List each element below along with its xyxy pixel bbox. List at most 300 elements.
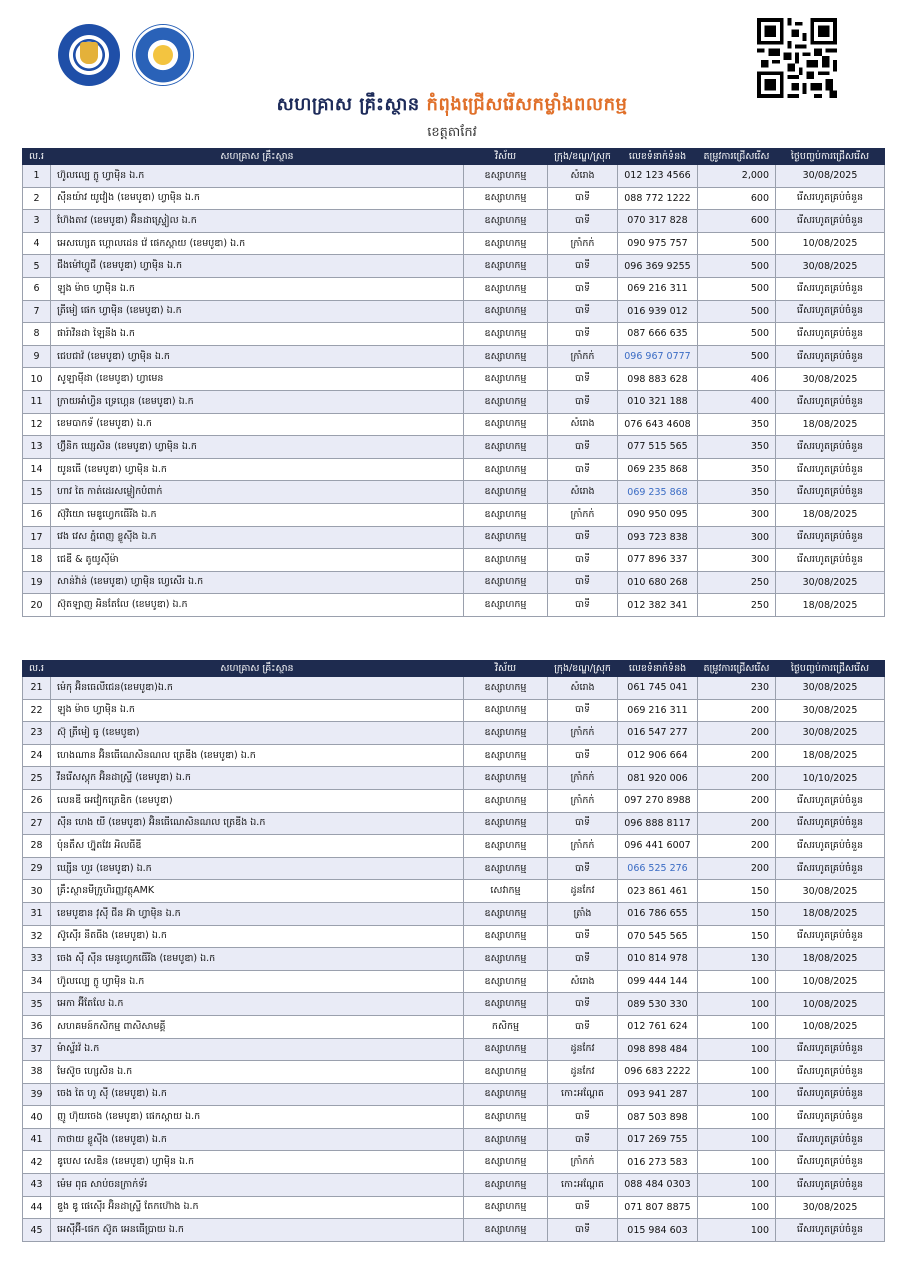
cell-sector: ឧស្សាហកម្ម — [464, 857, 548, 880]
cell-city: បាទី — [548, 857, 618, 880]
cell-sector: ឧស្សាហកម្ម — [464, 812, 548, 835]
cell-phone: 090 950 095 — [618, 503, 698, 526]
cell-phone: 096 683 2222 — [618, 1061, 698, 1084]
cell-sector: ឧស្សាហកម្ម — [464, 390, 548, 413]
cell-city: សំរោង — [548, 677, 618, 700]
cell-quantity: 500 — [698, 300, 776, 323]
cell-quantity: 100 — [698, 1061, 776, 1084]
cell-quantity: 100 — [698, 1151, 776, 1174]
cell-company: ប៉ុនតឹស ហ្វ៊ុតវែរ អិលធីឌី — [51, 835, 464, 858]
cell-quantity: 100 — [698, 1219, 776, 1242]
cell-sector: ឧស្សាហកម្ម — [464, 1174, 548, 1197]
cell-quantity: 300 — [698, 549, 776, 572]
cell-city: ត្រាំង — [548, 902, 618, 925]
cell-deadline: រើសរហូតគ្រប់ចំនួន — [776, 458, 885, 481]
cell-phone: 023 861 461 — [618, 880, 698, 903]
col-header-sector: វិស័យ — [464, 661, 548, 677]
cell-city: កោះអណ្តែត — [548, 1083, 618, 1106]
cell-city: ក្រាំកក់ — [548, 345, 618, 368]
cell-phone: 093 941 287 — [618, 1083, 698, 1106]
qr-code-icon — [756, 18, 838, 98]
cell-no: 23 — [23, 722, 51, 745]
cell-sector: ឧស្សាហកម្ម — [464, 436, 548, 459]
cell-sector: ឧស្សាហកម្ម — [464, 1219, 548, 1242]
table-row — [23, 210, 885, 233]
cell-deadline: 18/08/2025 — [776, 744, 885, 767]
cell-sector: ឧស្សាហកម្ម — [464, 345, 548, 368]
cell-no: 40 — [23, 1106, 51, 1129]
cell-company: វេង វេស ភ្នំពេញ ខ្លូស៊ីង ឯ.ក — [51, 526, 464, 549]
cell-phone: 089 530 330 — [618, 993, 698, 1016]
cell-no: 15 — [23, 481, 51, 504]
cell-sector: ឧស្សាហកម្ម — [464, 277, 548, 300]
cell-phone: 012 123 4566 — [618, 165, 698, 188]
province-subtitle: ខេត្តតាកែវ — [427, 125, 477, 140]
table-row — [23, 1106, 885, 1129]
cell-city: បាទី — [548, 277, 618, 300]
cell-company: កាថាយ ខ្លូស៊ីង (ខេមបូឌា) ឯ.ក — [51, 1128, 464, 1151]
cell-company: ឌូបេស សេឌិន (ខេមបូឌា) ហ្វាម៉ិន ឯ.ក — [51, 1151, 464, 1174]
cell-quantity: 600 — [698, 187, 776, 210]
table-row — [23, 1196, 885, 1219]
cell-quantity: 250 — [698, 571, 776, 594]
cell-quantity: 350 — [698, 413, 776, 436]
cell-quantity: 150 — [698, 880, 776, 903]
cell-company: សាន់វ៉ាន់ (ខេមបូឌា) ហ្វាម៉ិន ហ្វេសើរ ឯ.ក — [51, 571, 464, 594]
cell-phone: 099 444 144 — [618, 970, 698, 993]
cell-quantity: 200 — [698, 789, 776, 812]
cell-deadline: 30/08/2025 — [776, 255, 885, 278]
cell-city: បាទី — [548, 187, 618, 210]
cell-sector: ឧស្សាហកម្ម — [464, 1038, 548, 1061]
table-row — [23, 549, 885, 572]
cell-city: សំរោង — [548, 970, 618, 993]
cell-no: 45 — [23, 1219, 51, 1242]
cell-sector: ឧស្សាហកម្ម — [464, 232, 548, 255]
cell-deadline: រើសរហូតគ្រប់ចំនួន — [776, 1219, 885, 1242]
cell-no: 22 — [23, 699, 51, 722]
cell-no: 9 — [23, 345, 51, 368]
cell-phone: 069 216 311 — [618, 277, 698, 300]
cell-quantity: 100 — [698, 1174, 776, 1197]
cell-city: ដូនកែវ — [548, 1061, 618, 1084]
cell-city: បាទី — [548, 948, 618, 971]
cell-no: 17 — [23, 526, 51, 549]
cell-phone[interactable]: 096 967 0777 — [618, 345, 698, 368]
col-header-deadline: ថ្ងៃបញ្ចប់ការជ្រើសរើស — [776, 149, 885, 165]
cell-phone: 010 680 268 — [618, 571, 698, 594]
cell-deadline: 30/08/2025 — [776, 571, 885, 594]
cell-phone: 076 643 4608 — [618, 413, 698, 436]
cell-quantity: 500 — [698, 345, 776, 368]
cell-no: 4 — [23, 232, 51, 255]
cell-deadline: រើសរហូតគ្រប់ចំនួន — [776, 1128, 885, 1151]
table-row — [23, 1015, 885, 1038]
cell-sector: ឧស្សាហកម្ម — [464, 300, 548, 323]
cell-no: 14 — [23, 458, 51, 481]
cell-no: 27 — [23, 812, 51, 835]
cell-deadline: រើសរហូតគ្រប់ចំនួន — [776, 323, 885, 346]
cell-deadline: រើសរហូតគ្រប់ចំនួន — [776, 390, 885, 413]
cell-deadline: 10/10/2025 — [776, 767, 885, 790]
table-body-2 — [23, 677, 885, 1242]
cell-quantity: 150 — [698, 902, 776, 925]
cell-deadline: រើសរហូតគ្រប់ចំនួន — [776, 1151, 885, 1174]
cell-no: 1 — [23, 165, 51, 188]
cell-no: 10 — [23, 368, 51, 391]
table-row — [23, 255, 885, 278]
table-row — [23, 1174, 885, 1197]
table-row — [23, 1038, 885, 1061]
cell-company: ជេឌី & តូយូស៊ីម៉ា — [51, 549, 464, 572]
cell-company: លេនឌី អេវៀកត្រេឌិក (ខេមបូឌា) — [51, 789, 464, 812]
cell-quantity: 300 — [698, 526, 776, 549]
cell-city: សំរោង — [548, 481, 618, 504]
cell-no: 13 — [23, 436, 51, 459]
cell-city: ក្រាំកក់ — [548, 1151, 618, 1174]
cell-company: ម៉េម ពុធ សាប់ចនក្រាក់ទ័រ — [51, 1174, 464, 1197]
table-row — [23, 187, 885, 210]
cell-sector: ឧស្សាហកម្ម — [464, 1196, 548, 1219]
cell-no: 36 — [23, 1015, 51, 1038]
table-row — [23, 993, 885, 1016]
cell-no: 34 — [23, 970, 51, 993]
cell-no: 20 — [23, 594, 51, 617]
cell-sector: ឧស្សាហកម្ម — [464, 549, 548, 572]
cell-company: ហេងណាន អ៊ិនធើណេសិនណល ត្រេឌីង (ខេមបូឌា) ឯ.ក — [51, 744, 464, 767]
cell-company: ចេង តៃ ហូ ស៊ី (ខេមបូឌា) ឯ.ក — [51, 1083, 464, 1106]
cell-phone: 088 772 1222 — [618, 187, 698, 210]
cell-phone: 016 547 277 — [618, 722, 698, 745]
cell-city: បាទី — [548, 699, 618, 722]
cell-city: បាទី — [548, 458, 618, 481]
cell-company: ផារ៉ាវិនដា ឡៃនីង ឯ.ក — [51, 323, 464, 346]
cell-phone: 015 984 603 — [618, 1219, 698, 1242]
cell-no: 37 — [23, 1038, 51, 1061]
cell-deadline: រើសរហូតគ្រប់ចំនួន — [776, 1083, 885, 1106]
cell-quantity: 200 — [698, 857, 776, 880]
cell-sector: ឧស្សាហកម្ម — [464, 699, 548, 722]
table-row — [23, 699, 885, 722]
cell-city: សំរោង — [548, 165, 618, 188]
cell-quantity: 200 — [698, 744, 776, 767]
cell-company: ឃ្សើន ហួរ (ខេមបូឌា) ឯ.ក — [51, 857, 464, 880]
cell-quantity: 2,000 — [698, 165, 776, 188]
cell-company: ហាវ តៃ កាត់ដេរសម្លៀកបំពាក់ — [51, 481, 464, 504]
cell-quantity: 200 — [698, 767, 776, 790]
table-row — [23, 1128, 885, 1151]
cell-sector: ឧស្សាហកម្ម — [464, 503, 548, 526]
cell-phone: 087 666 635 — [618, 323, 698, 346]
cell-city: បាទី — [548, 436, 618, 459]
cell-quantity: 350 — [698, 436, 776, 459]
cell-company: ឡុង ម៉ាច ហ្វាម៉ិន ឯ.ក — [51, 699, 464, 722]
cell-phone: 098 883 628 — [618, 368, 698, 391]
cell-phone: 017 269 755 — [618, 1128, 698, 1151]
cell-quantity: 600 — [698, 210, 776, 233]
cell-phone: 098 898 484 — [618, 1038, 698, 1061]
cell-company: ស៊ុ ត្រីមៀ ធូ (ខេមបូឌា) — [51, 722, 464, 745]
col-header-deadline: ថ្ងៃបញ្ចប់ការជ្រើសរើស — [776, 661, 885, 677]
table-row — [23, 277, 885, 300]
table-row — [23, 835, 885, 858]
cell-city: ដូនកែវ — [548, 1038, 618, 1061]
cell-deadline: រើសរហូតគ្រប់ចំនួន — [776, 1038, 885, 1061]
table-row — [23, 744, 885, 767]
cell-phone: 012 761 624 — [618, 1015, 698, 1038]
table-row — [23, 970, 885, 993]
cell-company: យូនធើ (ខេមបូឌា) ហ្វាម៉ិន ឯ.ក — [51, 458, 464, 481]
cell-sector: ឧស្សាហកម្ម — [464, 902, 548, 925]
table-row — [23, 1219, 885, 1242]
cell-city: សំរោង — [548, 413, 618, 436]
table-row — [23, 594, 885, 617]
cell-phone: 012 382 341 — [618, 594, 698, 617]
cell-deadline: រើសរហូតគ្រប់ចំនួន — [776, 1061, 885, 1084]
cell-city: បាទី — [548, 323, 618, 346]
table-row — [23, 677, 885, 700]
cell-sector: ឧស្សាហកម្ម — [464, 948, 548, 971]
col-header-company: សហគ្រាស គ្រឹះស្ថាន — [51, 149, 464, 165]
cell-deadline: 10/08/2025 — [776, 970, 885, 993]
cell-company: ជីងម៉ៅហ្វូជី (ខេមបូឌា) ហ្វាម៉ិន ឯ.ក — [51, 255, 464, 278]
cell-city: បាទី — [548, 594, 618, 617]
cell-deadline: 18/08/2025 — [776, 902, 885, 925]
table-row — [23, 413, 885, 436]
cell-deadline: 30/08/2025 — [776, 722, 885, 745]
cell-deadline: រើសរហូតគ្រប់ចំនួន — [776, 1106, 885, 1129]
table-row — [23, 323, 885, 346]
cell-city: បាទី — [548, 925, 618, 948]
table-row — [23, 368, 885, 391]
col-header-company: សហគ្រាស គ្រឹះស្ថាន — [51, 661, 464, 677]
cell-sector: ឧស្សាហកម្ម — [464, 571, 548, 594]
cell-phone[interactable]: 066 525 276 — [618, 857, 698, 880]
cell-sector: សេវាកម្ម — [464, 880, 548, 903]
cell-sector: ឧស្សាហកម្ម — [464, 744, 548, 767]
col-header-sector: វិស័យ — [464, 149, 548, 165]
cell-phone: 069 216 311 — [618, 699, 698, 722]
cell-phone: 087 503 898 — [618, 1106, 698, 1129]
cell-city: បាទី — [548, 1128, 618, 1151]
cell-phone: 097 270 8988 — [618, 789, 698, 812]
cell-quantity: 500 — [698, 232, 776, 255]
cell-no: 6 — [23, 277, 51, 300]
cell-deadline: 18/08/2025 — [776, 413, 885, 436]
cell-no: 24 — [23, 744, 51, 767]
col-header-phone: លេខទំនាក់ទំនង — [618, 149, 698, 165]
cell-deadline: 18/08/2025 — [776, 503, 885, 526]
cell-deadline: 10/08/2025 — [776, 232, 885, 255]
cell-phone: 061 745 041 — [618, 677, 698, 700]
cell-sector: ឧស្សាហកម្ម — [464, 925, 548, 948]
cell-quantity: 400 — [698, 390, 776, 413]
cell-quantity: 200 — [698, 835, 776, 858]
cell-no: 2 — [23, 187, 51, 210]
cell-no: 39 — [23, 1083, 51, 1106]
table-header-row — [23, 661, 885, 677]
cell-sector: ឧស្សាហកម្ម — [464, 187, 548, 210]
cell-sector: ឧស្សាហកម្ម — [464, 970, 548, 993]
cell-no: 29 — [23, 857, 51, 880]
table-row — [23, 436, 885, 459]
cell-quantity: 200 — [698, 812, 776, 835]
cell-sector: ឧស្សាហកម្ម — [464, 1128, 548, 1151]
table-header-row — [23, 149, 885, 165]
table-row — [23, 165, 885, 188]
cell-deadline: 30/08/2025 — [776, 677, 885, 700]
cell-no: 19 — [23, 571, 51, 594]
cell-quantity: 500 — [698, 277, 776, 300]
cell-phone: 070 317 828 — [618, 210, 698, 233]
cell-sector: ឧស្សាហកម្ម — [464, 722, 548, 745]
cell-company: ខេមបូឌាន វុស៊ី ជីន អ៊ា ហ្វាម៉ិន ឯ.ក — [51, 902, 464, 925]
cell-deadline: 30/08/2025 — [776, 165, 885, 188]
cell-sector: ឧស្សាហកម្ម — [464, 458, 548, 481]
cell-deadline: រើសរហូតគ្រប់ចំនួន — [776, 481, 885, 504]
col-header-phone: លេខទំនាក់ទំនង — [618, 661, 698, 677]
cell-no: 5 — [23, 255, 51, 278]
logo-group — [58, 24, 194, 86]
cell-company: ហ៊ែងតាវ (ខេមបូឌា) អ៊ិនដាស្ទ្រៀល ឯ.ក — [51, 210, 464, 233]
cell-sector: ឧស្សាហកម្ម — [464, 255, 548, 278]
cell-city: បាទី — [548, 993, 618, 1016]
cell-no: 18 — [23, 549, 51, 572]
cell-deadline: រើសរហូតគ្រប់ចំនួន — [776, 857, 885, 880]
cell-deadline: រើសរហូតគ្រប់ចំនួន — [776, 549, 885, 572]
cell-company: អេស៊ីអ៊ី-ផេក ស៊ូត អេនធើប្រាយ ឯ.ក — [51, 1219, 464, 1242]
cell-sector: កសិកម្ម — [464, 1015, 548, 1038]
cell-company: ឌួង ឌូ ផេស៊ើរ អ៊ិនដាស្ទ្រី តែកហ៊ោង ឯ.ក — [51, 1196, 464, 1219]
jobs-table-2 — [22, 660, 885, 1242]
cell-quantity: 350 — [698, 458, 776, 481]
table-row — [23, 503, 885, 526]
cell-phone: 010 321 188 — [618, 390, 698, 413]
cell-quantity: 100 — [698, 1083, 776, 1106]
cell-city: បាទី — [548, 1015, 618, 1038]
cell-quantity: 100 — [698, 1038, 776, 1061]
table-row — [23, 1083, 885, 1106]
cell-sector: ឧស្សាហកម្ម — [464, 677, 548, 700]
cell-sector: ឧស្សាហកម្ម — [464, 1083, 548, 1106]
cell-city: ក្រាំកក់ — [548, 835, 618, 858]
cell-city: បាទី — [548, 1196, 618, 1219]
cell-no: 8 — [23, 323, 51, 346]
cell-quantity: 250 — [698, 594, 776, 617]
table-row — [23, 948, 885, 971]
cell-phone: 096 441 6007 — [618, 835, 698, 858]
cell-no: 16 — [23, 503, 51, 526]
table-row — [23, 390, 885, 413]
col-header-quantity: តម្រូវការជ្រើសរើស — [698, 661, 776, 677]
cell-no: 28 — [23, 835, 51, 858]
cell-no: 42 — [23, 1151, 51, 1174]
cell-city: ក្រាំកក់ — [548, 503, 618, 526]
cell-phone[interactable]: 069 235 868 — [618, 481, 698, 504]
table-row — [23, 880, 885, 903]
cell-deadline: 10/08/2025 — [776, 1015, 885, 1038]
cell-no: 38 — [23, 1061, 51, 1084]
cell-phone: 012 906 664 — [618, 744, 698, 767]
cell-quantity: 200 — [698, 722, 776, 745]
cell-no: 3 — [23, 210, 51, 233]
cell-no: 44 — [23, 1196, 51, 1219]
cell-sector: ឧស្សាហកម្ម — [464, 481, 548, 504]
cell-city: ក្រាំកក់ — [548, 722, 618, 745]
cell-quantity: 406 — [698, 368, 776, 391]
cell-deadline: 10/08/2025 — [776, 993, 885, 1016]
cell-company: ស៊ុវិយោ មេឌូហ្វេកធើរីង ឯ.ក — [51, 503, 464, 526]
cell-sector: ឧស្សាហកម្ម — [464, 789, 548, 812]
cell-company: ស៊ីនយ៉ាវ យូវៀង (ខេមបូឌា) ហ្វាម៉ិន ឯ.ក — [51, 187, 464, 210]
cell-city: បាទី — [548, 526, 618, 549]
cell-city: ដូនកែវ — [548, 880, 618, 903]
cell-city: កោះអណ្តែត — [548, 1174, 618, 1197]
table-row — [23, 857, 885, 880]
cell-sector: ឧស្សាហកម្ម — [464, 1151, 548, 1174]
cell-phone: 070 545 565 — [618, 925, 698, 948]
ministry-logo-icon — [58, 24, 120, 86]
cell-company: ស៊ុតឡាញ អិនតែលែ (ខេមបូឌា) ឯ.ក — [51, 594, 464, 617]
cell-deadline: 30/08/2025 — [776, 699, 885, 722]
cell-sector: ឧស្សាហកម្ម — [464, 368, 548, 391]
cell-quantity: 100 — [698, 970, 776, 993]
cell-no: 25 — [23, 767, 51, 790]
cell-quantity: 150 — [698, 925, 776, 948]
cell-sector: ឧស្សាហកម្ម — [464, 526, 548, 549]
cell-phone: 093 723 838 — [618, 526, 698, 549]
cell-company: ម៉េកុ អ៊ិនធេលីជេន(ខេមបូឌា)ឯ.ក — [51, 677, 464, 700]
cell-deadline: 18/08/2025 — [776, 948, 885, 971]
cell-quantity: 500 — [698, 323, 776, 346]
table-row — [23, 1151, 885, 1174]
cell-city: ក្រាំកក់ — [548, 767, 618, 790]
cell-deadline: រើសរហូតគ្រប់ចំនួន — [776, 812, 885, 835]
cell-company: ខេមបាកទ័ (ខេមបូឌា) ឯ.ក — [51, 413, 464, 436]
cell-deadline: 30/08/2025 — [776, 368, 885, 391]
cell-phone: 016 939 012 — [618, 300, 698, 323]
cell-no: 43 — [23, 1174, 51, 1197]
cell-company: ចេង ស៊ី ស៊ីន មេនូហ្វេកធើរីង (ខេមបូឌា) ឯ.ក — [51, 948, 464, 971]
cell-phone: 016 273 583 — [618, 1151, 698, 1174]
cell-quantity: 100 — [698, 993, 776, 1016]
cell-phone: 090 975 757 — [618, 232, 698, 255]
cell-deadline: រើសរហូតគ្រប់ចំនួន — [776, 925, 885, 948]
cell-no: 33 — [23, 948, 51, 971]
cell-company: ហ៊្វីនិក ឃ្សេសិន (ខេមបូឌា) ហ្វាម៉ិន ឯ.ក — [51, 436, 464, 459]
cell-company: សូឡាម៉ីដា (ខេមបូឌា) ហ្វាមេន — [51, 368, 464, 391]
cell-no: 21 — [23, 677, 51, 700]
cell-phone: 077 515 565 — [618, 436, 698, 459]
cell-company: ញូ ហ៊ុយចេង (ខេមបូឌា) ផេកស្តាយ ឯ.ក — [51, 1106, 464, 1129]
table-row — [23, 722, 885, 745]
cell-no: 7 — [23, 300, 51, 323]
cell-company: វីនរើសស្តុក អ៊ិនដាស្ទ្រី (ខេមបូឌា) ឯ.ក — [51, 767, 464, 790]
cell-company: ហ៊ូលល្បេ ក្លូ ហ្វាម៉ិន ឯ.ក — [51, 165, 464, 188]
cell-city: បាទី — [548, 744, 618, 767]
cell-no: 31 — [23, 902, 51, 925]
cell-phone: 016 786 655 — [618, 902, 698, 925]
cell-deadline: រើសរហូតគ្រប់ចំនួន — [776, 277, 885, 300]
cell-company: ស៊ូស៊ើរ នីតធីង (ខេមបូឌា) ឯ.ក — [51, 925, 464, 948]
cell-sector: ឧស្សាហកម្ម — [464, 993, 548, 1016]
cell-deadline: រើសរហូតគ្រប់ចំនួន — [776, 436, 885, 459]
cell-deadline: រើសរហូតគ្រប់ចំនួន — [776, 210, 885, 233]
cell-company: ហ៊ូលល្បេ ក្លូ ហ្វាម៉ិន ឯ.ក — [51, 970, 464, 993]
col-header-no: ល.រ — [23, 661, 51, 677]
cell-city: បាទី — [548, 1106, 618, 1129]
cell-no: 35 — [23, 993, 51, 1016]
